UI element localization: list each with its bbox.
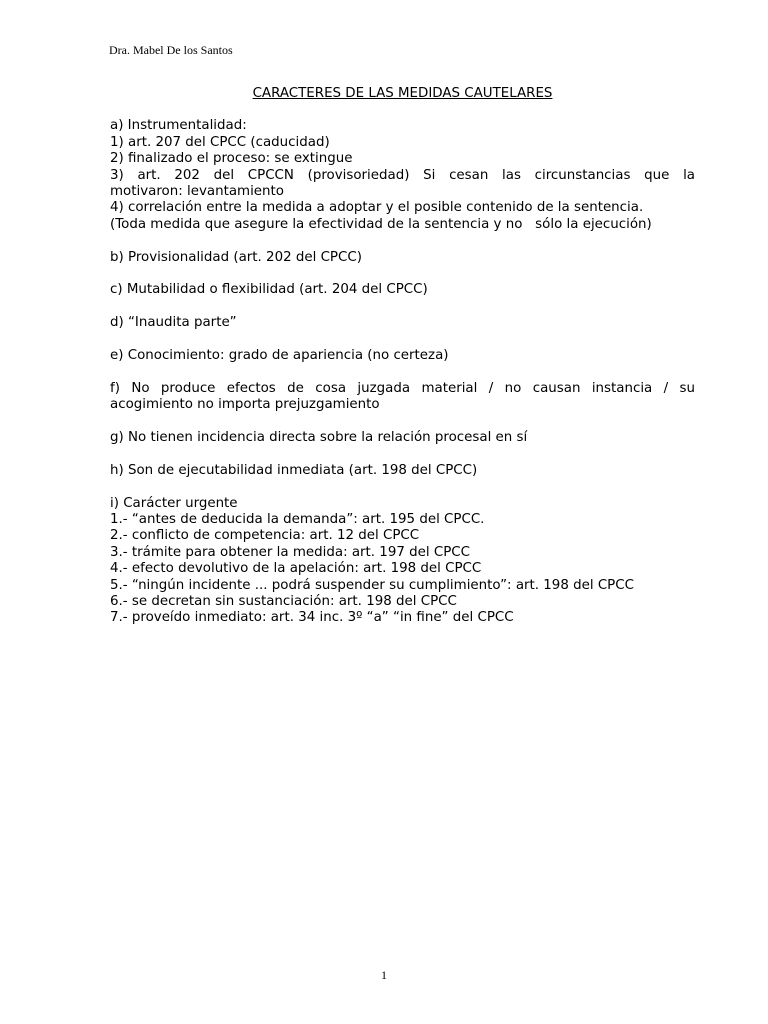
section-i-item-7: 7.- proveído inmediato: art. 34 inc. 3º “a” “in fine” del CPCC	[110, 610, 514, 626]
section-a	[110, 118, 695, 233]
section-a-note: (Toda medida que asegure la efectividad de la sentencia y no sólo la ejecución)	[110, 216, 652, 232]
section-c	[110, 282, 695, 298]
section-i-item-6: 6.- se decretan sin sustanciación: art. 198 del CPCC	[110, 594, 457, 610]
section-h	[110, 463, 695, 479]
section-i-item-2: 2.- conflicto de competencia: art. 12 del CPCC	[110, 528, 420, 544]
section-f-line-2: acogimiento no importa prejuzgamiento	[110, 397, 380, 413]
section-d	[110, 315, 695, 331]
section-g	[110, 430, 695, 446]
document-header-author: Dra. Mabel De los Santos	[109, 43, 233, 57]
section-e	[110, 348, 695, 364]
section-a-item-2: 2) finalizado el proceso: se extingue	[110, 151, 353, 167]
section-a-item-3-line-2: motivaron: levantamiento	[110, 184, 284, 200]
document-title: CARACTERES DE LAS MEDIDAS CAUTELARES	[252, 86, 553, 101]
section-g-text: g) No tienen incidencia directa sobre la relación procesal en sí	[110, 430, 528, 446]
section-d-text: d) “Inaudita parte”	[110, 315, 237, 331]
section-i-item-1: 1.- “antes de deducida la demanda”: art. 195 del CPCC.	[110, 512, 485, 528]
section-h-text: h) Son de ejecutabilidad inmediata (art. 198 del CPCC)	[110, 462, 478, 478]
section-a-heading: a) Instrumentalidad:	[110, 118, 247, 134]
section-a-item-3-line-1: 3) art. 202 del CPCCN (provisoriedad) Si cesan las circunstancias que la	[110, 167, 695, 183]
section-b	[110, 250, 695, 266]
section-e-text: e) Conocimiento: grado de apariencia (no certeza)	[110, 348, 449, 364]
section-i-item-5: 5.- “ningún incidente ... podrá suspender su cumplimiento”: art. 198 del CPCC	[110, 577, 634, 593]
section-i-heading: i) Carácter urgente	[110, 495, 238, 511]
section-f	[110, 381, 695, 414]
section-i-item-3: 3.- trámite para obtener la medida: art. 197 del CPCC	[110, 544, 470, 560]
page-number: 1	[381, 968, 387, 982]
section-c-text: c) Mutabilidad o flexibilidad (art. 204 del CPCC)	[110, 282, 428, 298]
section-b-text: b) Provisionalidad (art. 202 del CPCC)	[110, 249, 362, 265]
section-i-item-4: 4.- efecto devolutivo de la apelación: art. 198 del CPCC	[110, 561, 482, 577]
section-a-item-1: 1) art. 207 del CPCC (caducidad)	[110, 134, 330, 150]
section-f-line-1: f) No produce efectos de cosa juzgada material / no causan instancia / su	[110, 380, 695, 396]
section-a-item-4: 4) correlación entre la medida a adoptar y el posible contenido de la sentencia.	[110, 200, 644, 216]
section-i	[110, 496, 695, 627]
document-body	[110, 86, 695, 643]
